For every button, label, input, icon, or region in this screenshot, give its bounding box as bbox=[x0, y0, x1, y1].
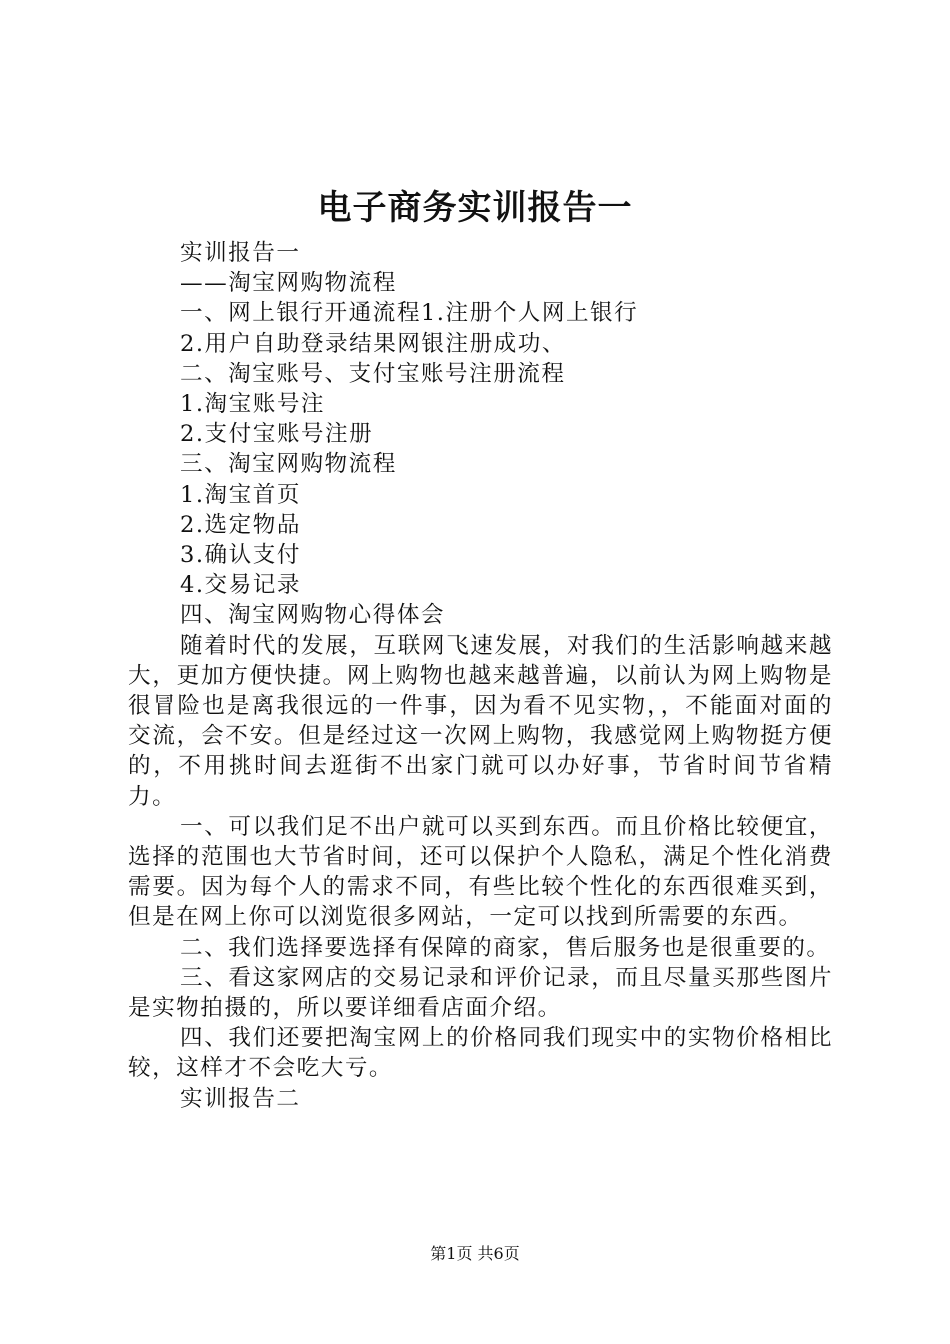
list-item: 2.用户自助登录结果网银注册成功、 bbox=[180, 330, 566, 357]
section-line: 二、淘宝账号、支付宝账号注册流程 bbox=[180, 360, 566, 387]
body-paragraph: 随着时代的发展，互联网飞速发展，对我们的生活影响越来越大，更加方便快捷。网上购物也越来越普遍，以前认为网上购物是很冒险也是离我很远的一件事，因为看不见实物，，不能面对面的交流，会不安。但是经过这一次网上购物，我感觉网上购物挺方便的，不用挑时间去逛街不出家门就可以办好事，节省时间节省精力。 bbox=[128, 632, 833, 810]
section-line: 四、淘宝网购物心得体会 bbox=[180, 602, 446, 629]
list-item: 4.交易记录 bbox=[180, 572, 301, 599]
body-paragraph: 二、我们选择要选择有保障的商家，售后服务也是很重要的。 bbox=[180, 934, 831, 961]
closing-heading: 实训报告二 bbox=[180, 1085, 301, 1112]
list-item: 3.确认支付 bbox=[180, 542, 301, 569]
list-item: 2.选定物品 bbox=[180, 511, 301, 538]
section-line: 三、淘宝网购物流程 bbox=[180, 451, 397, 478]
list-item: 1.淘宝首页 bbox=[180, 481, 301, 508]
document-title: 电子商务实训报告一 bbox=[317, 188, 633, 228]
body-paragraph: 四、我们还要把淘宝网上的价格同我们现实中的实物价格相比较，这样才不会吃大亏。 bbox=[128, 1025, 833, 1082]
heading-line: 实训报告一 bbox=[180, 240, 301, 266]
list-item: 1.淘宝账号注 bbox=[180, 391, 326, 418]
page-footer: 第1页 共6页 bbox=[430, 1244, 520, 1263]
body-paragraph: 三、看这家网店的交易记录和评价记录，而且尽量买那些图片是实物拍摄的，所以要详细看店面介绍。 bbox=[128, 964, 833, 1022]
body-paragraph: 一、可以我们足不出户就可以买到东西。而且价格比较便宜，选择的范围也大节省时间，还可以保护个人隐私，满足个性化消费需要。因为每个人的需求不同，有些比较个性化的东西很难买到，但是在网上你可以浏览很多网站，一定可以找到所需要的东西。 bbox=[128, 813, 833, 931]
subtitle-line: ——淘宝网购物流程 bbox=[180, 270, 397, 297]
list-item: 2.支付宝账号注册 bbox=[180, 421, 374, 448]
document-body bbox=[128, 238, 833, 1114]
section-line: 一、网上银行开通流程1.注册个人网上银行 bbox=[180, 300, 639, 327]
